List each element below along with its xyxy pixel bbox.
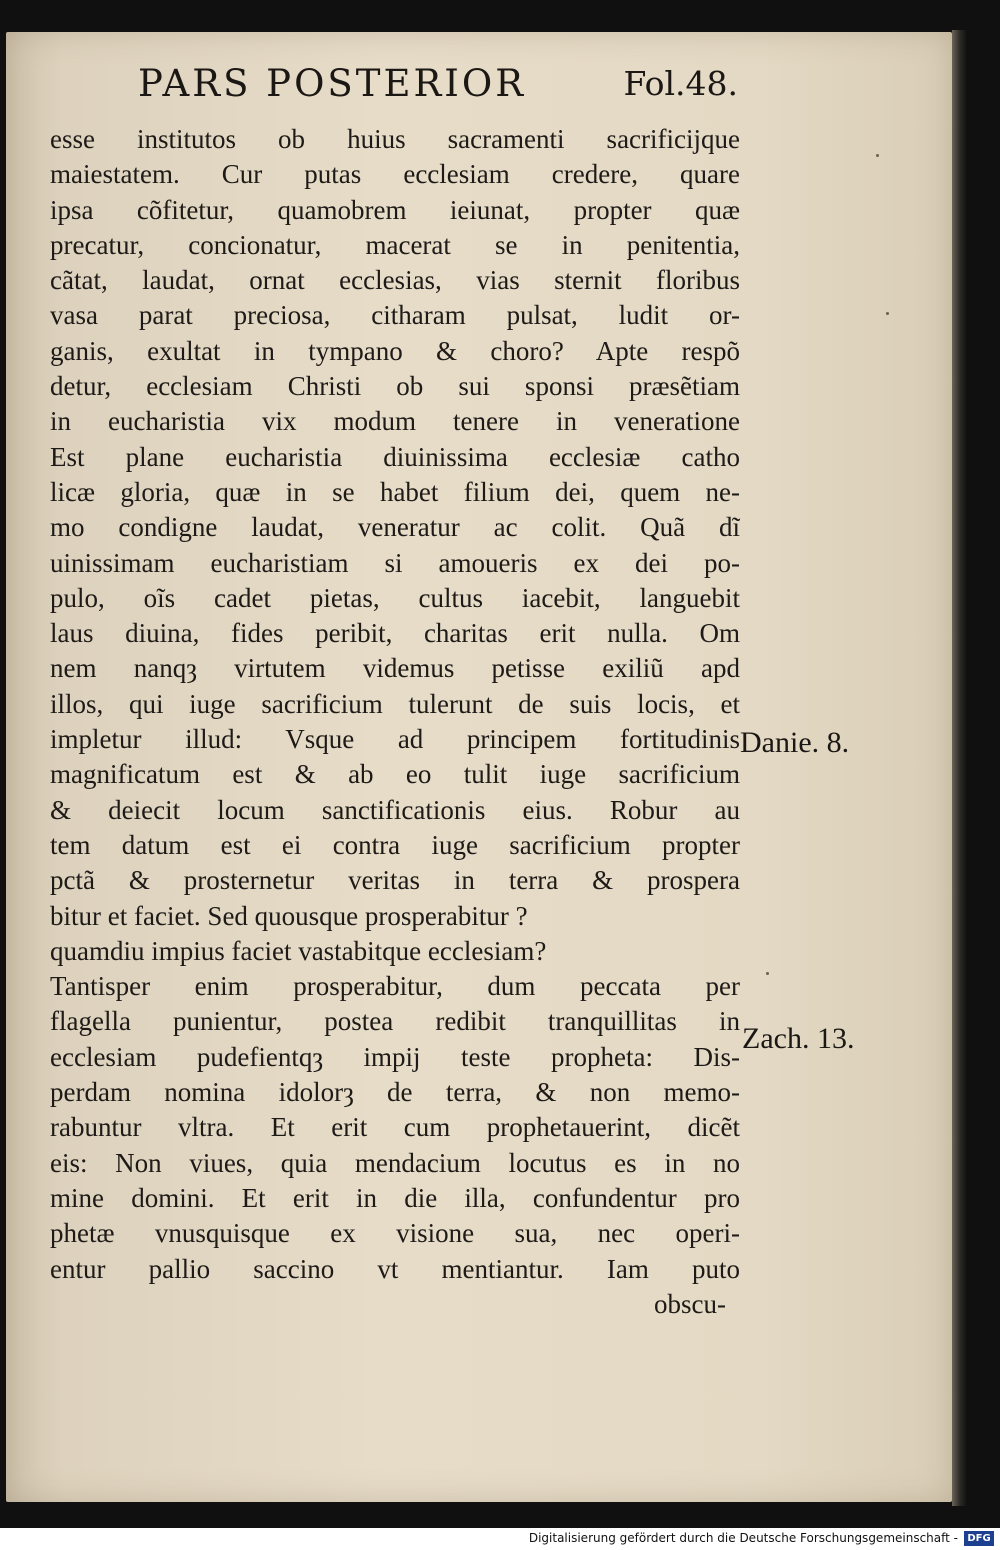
text-line: in eucharistia vix modum tenere in veneratione: [50, 406, 740, 437]
text-line: phetæ vnusquisque ex visione sua, nec operi-: [50, 1218, 740, 1249]
text-line: precatur, concionatur, macerat se in penitentia,: [50, 229, 740, 260]
text-line: quamdiu impius faciet vastabitque ecclesiam?: [50, 935, 547, 966]
text-line: Tantisper enim prosperabitur, dum peccata per: [50, 971, 740, 1002]
text-line: entur pallio saccino vt mentiantur. Iam puto: [50, 1253, 740, 1284]
folio-number: Fol.48.: [623, 64, 738, 103]
funding-credit: Digitalisierung gefördert durch die Deutsche Forschungsgemeinschaft -: [528, 1531, 958, 1545]
text-line: ecclesiam pudefientqȝ impij teste propheta: Dis-: [50, 1041, 740, 1072]
text-line: magnificatum est & ab eo tulit iuge sacrificium: [50, 759, 740, 790]
dfg-logo: DFG: [964, 1531, 994, 1546]
main-text-block: [50, 122, 740, 1322]
marginal-note-zacharias: Zach. 13.: [742, 1022, 855, 1055]
text-line: licæ gloria, quæ in se habet filium dei, quem ne-: [50, 476, 740, 507]
text-line: uinissimam eucharistiam si amoueris ex dei po-: [50, 547, 740, 578]
text-line: laus diuina, fides peribit, charitas erit nulla. Om: [50, 618, 740, 649]
text-line: ipsa cõfitetur, quamobrem ieiunat, propter quæ: [50, 194, 740, 225]
text-line: tem datum est ei contra iuge sacrificium propter: [50, 829, 740, 860]
text-line: rabuntur vltra. Et erit cum prophetauerint, dicẽt: [50, 1112, 740, 1143]
marginal-note-daniel: Danie. 8.: [740, 726, 850, 759]
text-line: pulo, oĩs cadet pietas, cultus iacebit, languebit: [50, 582, 740, 613]
text-line: flagella punientur, postea redibit tranquillitas in: [50, 1006, 740, 1037]
text-line: eis: Non viues, quia mendacium locutus es in no: [50, 1147, 740, 1178]
text-line: pctã & prosternetur veritas in terra & prospera: [50, 865, 740, 896]
page-edge: [952, 30, 966, 1506]
page-header: [138, 62, 738, 110]
text-line: & deiecit locum sanctificationis eius. Robur au: [50, 794, 740, 825]
text-line: ganis, exultat in tympano & choro? Apte respõ: [50, 335, 740, 366]
text-line: illos, qui iuge sacrificium tulerunt de suis locis, et: [50, 688, 740, 719]
text-line: detur, ecclesiam Christi ob sui sponsi præsẽtiam: [50, 371, 740, 402]
text-line: mine domini. Et erit in die illa, confundentur pro: [50, 1182, 740, 1213]
text-line: bitur et faciet. Sed quousque prosperabitur ?: [50, 900, 528, 931]
text-line: nem nanqȝ virtutem videmus petisse exiliũ apd: [50, 653, 740, 684]
running-head: PARS POSTERIOR: [138, 62, 527, 105]
digitization-footer: [0, 1528, 1000, 1550]
text-line: Est plane eucharistia diuinissima ecclesiæ catho: [50, 441, 740, 472]
text-line: cãtat, laudat, ornat ecclesias, vias sternit floribus: [50, 265, 740, 296]
text-line: vasa parat preciosa, citharam pulsat, ludit or-: [50, 300, 740, 331]
text-line: perdam nomina idolorȝ de terra, & non memo-: [50, 1077, 740, 1108]
text-line: maiestatem. Cur putas ecclesiam credere, quare: [50, 159, 740, 190]
catchword: obscu-: [654, 1288, 726, 1319]
text-line: impletur illud: Vsque ad principem fortitudinis: [50, 724, 740, 755]
text-line: esse institutos ob huius sacramenti sacrificijque: [50, 124, 740, 154]
text-line: mo condigne laudat, veneratur ac colit. Quã dĩ: [50, 512, 740, 543]
